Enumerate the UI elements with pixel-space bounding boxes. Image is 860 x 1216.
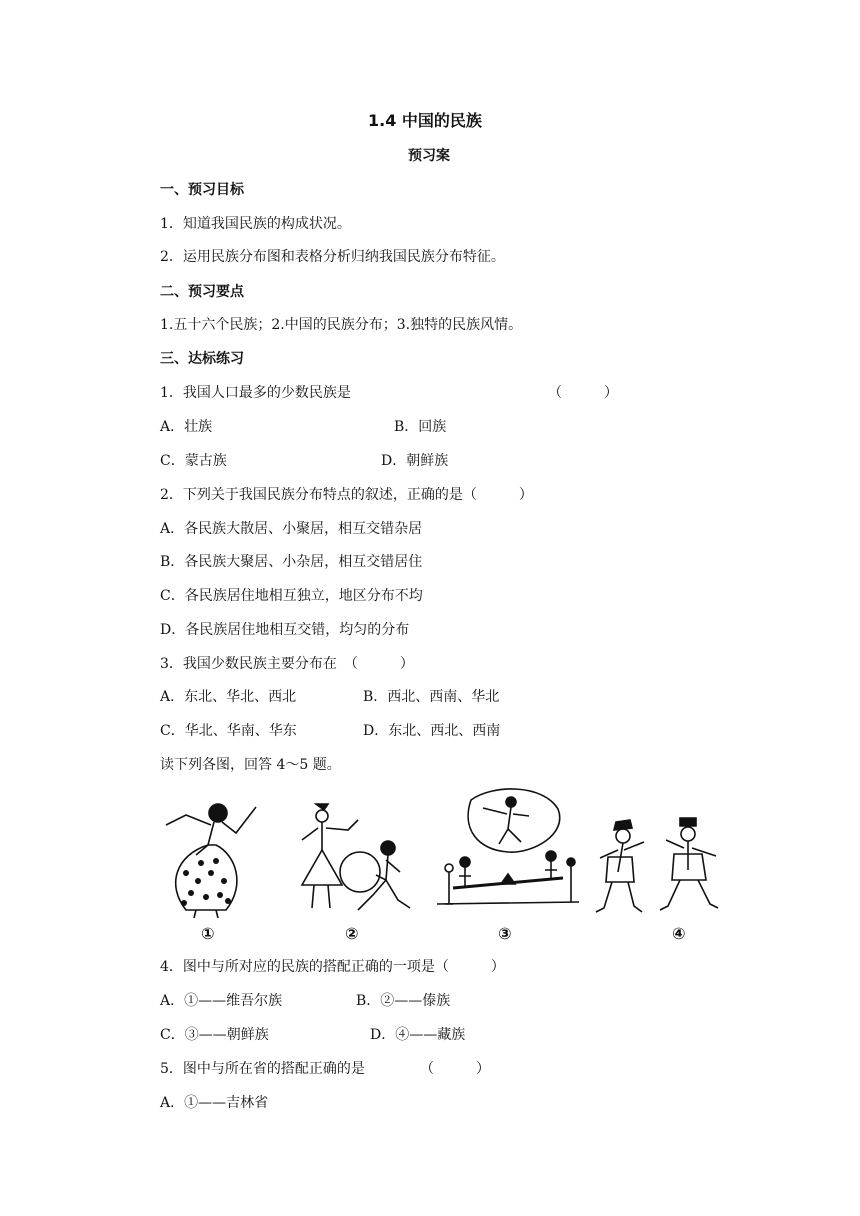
figure-label-1: ① [201,924,215,943]
section2-heading: 二、预习要点 [160,284,244,300]
q1-option-d: D．朝鲜族 [381,453,449,469]
q5-answer-blank: （ ） [420,1061,490,1077]
q1-option-a: A．壮族 [160,419,213,435]
q2-option-a: A．各民族大散居、小聚居，相互交错杂居 [160,521,423,537]
section3-heading: 三、达标练习 [160,351,244,367]
q5-option-a: A．①——吉林省 [160,1095,269,1111]
q2-option-c: C．各民族居住地相互独立，地区分布不均 [160,588,423,604]
q5-stem: 5．图中与所在省的搭配正确的是 [160,1061,365,1077]
q4-stem: 4．图中与所对应的民族的搭配正确的一项是（ ） [160,959,505,975]
q1-option-b: B．回族 [394,419,447,435]
q3-stem: 3．我国少数民族主要分布在 （ ） [160,656,414,672]
q4-option-d: D．④——藏族 [370,1027,466,1043]
figure-1-peacock-dancer [156,785,276,920]
q4-option-b: B．②——傣族 [356,993,451,1009]
q3-option-d: D．东北、西北、西南 [363,723,501,739]
figure-4-dancers [588,812,728,918]
figure-label-2: ② [345,924,359,943]
q4-option-c: C．③——朝鲜族 [160,1027,269,1043]
q3-option-b: B．西北、西南、华北 [363,689,500,705]
figure-2-hoop-dancers [288,800,428,918]
figure-label-3: ③ [498,924,512,943]
q3-option-a: A．东北、华北、西北 [160,689,297,705]
q2-option-b: B．各民族大聚居、小杂居，相互交错居住 [160,554,423,570]
q1-stem: 1．我国人口最多的少数民族是 [160,385,351,401]
q4-option-a: A．①——维吾尔族 [160,993,283,1009]
q1-answer-blank: （ ） [548,385,618,401]
key-points-text: 1.五十六个民族；2.中国的民族分布；3.独特的民族风情。 [160,317,523,333]
goal-item-2: 2．运用民族分布图和表格分析归纳我国民族分布特征。 [160,249,505,265]
figure-label-4: ④ [672,924,686,943]
goal-item-1: 1．知道我国民族的构成状况。 [160,216,351,232]
figure-intro: 读下列各图，回答 4～5 题。 [160,757,341,773]
figure-3-seesaw-jump [433,784,583,920]
section1-heading: 一、预习目标 [160,182,244,198]
page-title: 1.4 中国的民族 [368,111,482,130]
q1-option-c: C．蒙古族 [160,453,227,469]
q2-stem: 2．下列关于我国民族分布特点的叙述，正确的是（ ） [160,487,533,503]
q3-option-c: C．华北、华南、华东 [160,723,297,739]
page-subtitle: 预习案 [408,148,450,164]
q2-option-d: D．各民族居住地相互交错，均匀的分布 [160,622,410,638]
